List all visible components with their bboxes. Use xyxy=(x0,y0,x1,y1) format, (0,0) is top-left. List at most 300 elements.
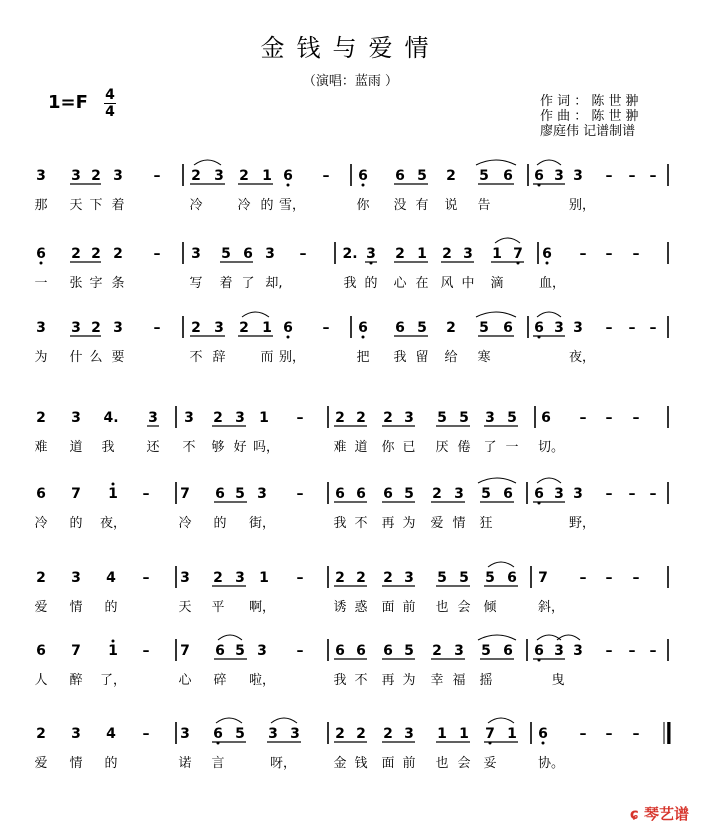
lyric: 心 xyxy=(178,673,192,688)
note: 3 xyxy=(366,246,376,262)
tie-arc xyxy=(194,160,221,165)
lyric: 已 xyxy=(402,440,416,455)
note: 5 xyxy=(417,320,427,336)
note: 3 xyxy=(554,643,564,659)
lyric: 写 xyxy=(189,276,203,291)
lyric: 冷 xyxy=(34,516,48,531)
octave-dot-high xyxy=(112,640,115,643)
lyric: 为 xyxy=(402,673,416,688)
lyric: 够 xyxy=(211,440,225,455)
note: 3 xyxy=(148,410,158,426)
lyric: 你 xyxy=(381,440,395,455)
note: 3 xyxy=(214,320,224,336)
tie-arc xyxy=(216,718,242,723)
lyric: 给 xyxy=(444,350,458,365)
octave-dot-high xyxy=(112,483,115,486)
note: 3 xyxy=(257,486,267,502)
note: 3 xyxy=(36,320,46,336)
lyric: 留 xyxy=(415,350,429,365)
note: 7 xyxy=(538,570,548,586)
note: 6 xyxy=(383,486,393,502)
note: 5 xyxy=(437,410,447,426)
note: 5 xyxy=(479,168,489,184)
lyric: 曳 xyxy=(551,673,565,688)
dash-note: – xyxy=(649,320,657,336)
note: 6 xyxy=(541,410,551,426)
lyric: 难 xyxy=(34,440,48,455)
dash-note: – xyxy=(296,486,304,502)
note: 3 xyxy=(554,486,564,502)
dash-note: – xyxy=(579,570,587,586)
lyric: 倦 xyxy=(457,440,471,455)
note: 6 xyxy=(283,168,293,184)
note: 3 xyxy=(180,570,190,586)
lyric: 一 xyxy=(34,276,48,291)
lyric: 我 xyxy=(333,516,347,531)
note: 2 xyxy=(356,410,366,426)
note: 3 xyxy=(404,410,414,426)
note: 2 xyxy=(239,320,249,336)
lyric: 会 xyxy=(457,600,471,615)
note: 1 xyxy=(459,726,469,742)
note: 3 xyxy=(235,410,245,426)
note: 2. xyxy=(342,246,358,262)
note: 3 xyxy=(71,410,81,426)
note: 6 xyxy=(36,643,46,659)
dash-note: – xyxy=(649,168,657,184)
dash-note: – xyxy=(632,726,640,742)
octave-dot-low xyxy=(287,184,290,187)
lyric: 滴 xyxy=(490,276,504,291)
note: 6 xyxy=(503,168,513,184)
lyric: 言 xyxy=(211,756,225,771)
lyric: 前 xyxy=(402,600,416,615)
tie-arc xyxy=(476,160,516,165)
note: 5 xyxy=(481,486,491,502)
lyric: 前 xyxy=(402,756,416,771)
note: 3 xyxy=(404,726,414,742)
note: 3 xyxy=(184,410,194,426)
note: 2 xyxy=(91,246,101,262)
dash-note: – xyxy=(649,643,657,659)
lyric: 爱 xyxy=(34,600,48,615)
note: 2 xyxy=(335,570,345,586)
note: 1 xyxy=(108,643,118,659)
lyric: 平 xyxy=(211,600,225,615)
lyric: 夜， xyxy=(568,350,596,365)
note: 6 xyxy=(36,246,46,262)
note: 1 xyxy=(507,726,517,742)
lyric: 冷 xyxy=(237,198,251,213)
lyric: 诱 xyxy=(333,600,347,615)
lyric: 中 xyxy=(461,276,475,291)
lyric: 面 xyxy=(381,756,395,771)
note: 6 xyxy=(243,246,253,262)
note: 4 xyxy=(106,570,116,586)
note: 6 xyxy=(215,486,225,502)
lyric: 却, xyxy=(265,276,283,291)
lyric: 下 xyxy=(89,198,103,213)
note: 3 xyxy=(463,246,473,262)
note: 1 xyxy=(262,168,272,184)
octave-dot-low xyxy=(362,184,365,187)
note: 3 xyxy=(71,570,81,586)
lyric: 把 xyxy=(356,350,370,365)
dash-note: – xyxy=(142,726,150,742)
note: 3 xyxy=(454,643,464,659)
lyric: 狂 xyxy=(479,516,493,531)
dash-note: – xyxy=(605,486,613,502)
note: 3 xyxy=(573,486,583,502)
octave-dot-low xyxy=(546,262,549,265)
note: 2 xyxy=(395,246,405,262)
dash-note: – xyxy=(153,246,161,262)
note: 6 xyxy=(538,726,548,742)
octave-dot-low xyxy=(362,336,365,339)
octave-dot-low xyxy=(542,742,545,745)
note: 2 xyxy=(91,168,101,184)
lyric: 的 xyxy=(104,756,118,771)
note: 2 xyxy=(432,643,442,659)
note: 2 xyxy=(356,726,366,742)
dash-note: – xyxy=(605,168,613,184)
lyric: 在 xyxy=(415,276,429,291)
note: 3 xyxy=(71,168,81,184)
note: 2 xyxy=(36,410,46,426)
lyric: 道 xyxy=(354,440,368,455)
dash-note: – xyxy=(322,168,330,184)
composer-credit: 作 曲 ： 陈 世 翀 xyxy=(540,109,639,124)
note: 2 xyxy=(335,410,345,426)
note: 6 xyxy=(534,643,544,659)
lyric: 为 xyxy=(402,516,416,531)
lyric: 吗， xyxy=(252,440,280,455)
lyric: 那 xyxy=(34,198,48,213)
lyric: 情 xyxy=(69,756,83,771)
lyric: 协。 xyxy=(537,756,565,771)
lyric: 我 xyxy=(393,350,407,365)
lyric: 切。 xyxy=(537,440,565,455)
note: 6 xyxy=(503,643,513,659)
note: 6 xyxy=(534,168,544,184)
note: 5 xyxy=(507,410,517,426)
lyric: 了 xyxy=(241,276,255,291)
note: 1 xyxy=(417,246,427,262)
note: 1 xyxy=(262,320,272,336)
time-numerator: 4 xyxy=(105,87,115,103)
lyric: 呀， xyxy=(269,756,297,771)
note: 2 xyxy=(442,246,452,262)
note: 3 xyxy=(36,168,46,184)
note: 2 xyxy=(446,168,456,184)
note: 3 xyxy=(573,643,583,659)
lyric: 厌 xyxy=(435,440,449,455)
note: 6 xyxy=(534,320,544,336)
note: 1 xyxy=(259,570,269,586)
note: 2 xyxy=(191,168,201,184)
note: 6 xyxy=(507,570,517,586)
lyric: 夜， xyxy=(99,516,127,531)
note: 2 xyxy=(446,320,456,336)
lyric: 别， xyxy=(568,198,596,213)
tie-arc xyxy=(537,160,561,165)
tie-arc xyxy=(488,718,514,723)
lyric: 金 xyxy=(333,756,347,771)
note: 6 xyxy=(356,486,366,502)
dash-note: – xyxy=(605,570,613,586)
dash-note: – xyxy=(628,168,636,184)
lyric: 惑 xyxy=(354,600,368,615)
note: 2 xyxy=(213,570,223,586)
note: 2 xyxy=(113,246,123,262)
lyric: 面 xyxy=(381,600,395,615)
lyric: 也 xyxy=(435,600,449,615)
lyric: 的 xyxy=(104,600,118,615)
lyricist-credit: 作 词 ： 陈 世 翀 xyxy=(540,94,639,109)
lyric: 倾 xyxy=(483,600,497,615)
lyric: 心 xyxy=(393,276,407,291)
lyric: 的 xyxy=(213,516,227,531)
note: 3 xyxy=(554,320,564,336)
note: 6 xyxy=(215,643,225,659)
note: 2 xyxy=(239,168,249,184)
note: 2 xyxy=(91,320,101,336)
lyric: 妥 xyxy=(483,756,497,771)
tie-arc xyxy=(478,635,516,640)
note: 6 xyxy=(358,168,368,184)
lyric: 天 xyxy=(69,198,83,213)
tie-arc xyxy=(242,312,269,317)
note: 2 xyxy=(36,726,46,742)
lyric: 斜， xyxy=(537,600,565,615)
dash-note: – xyxy=(628,643,636,659)
lyric: 诺 xyxy=(178,756,192,771)
dash-note: – xyxy=(605,643,613,659)
note: 2 xyxy=(383,570,393,586)
note: 6 xyxy=(335,643,345,659)
note: 7 xyxy=(485,726,495,742)
note: 5 xyxy=(479,320,489,336)
lyric: 不 xyxy=(354,673,368,688)
note: 6 xyxy=(283,320,293,336)
note: 7 xyxy=(71,643,81,659)
lyric: 有 xyxy=(415,198,429,213)
lyric: 的 xyxy=(260,198,274,213)
dash-note: – xyxy=(579,726,587,742)
lyric: 也 xyxy=(435,756,449,771)
note: 6 xyxy=(36,486,46,502)
lyric: 为 xyxy=(34,350,48,365)
lyric: 碎 xyxy=(213,673,227,688)
note: 3 xyxy=(404,570,414,586)
lyric: 幸 xyxy=(430,673,444,688)
note: 6 xyxy=(395,168,405,184)
note: 1 xyxy=(437,726,447,742)
tie-arc xyxy=(495,238,520,243)
transcriber-credit: 廖庭伟 记谱制谱 xyxy=(540,124,636,139)
lyric: 天 xyxy=(178,600,192,615)
note: 3 xyxy=(268,726,278,742)
octave-dot-low xyxy=(287,336,290,339)
note: 6 xyxy=(395,320,405,336)
logo-mark-icon: ɕ xyxy=(629,805,639,823)
dash-note: – xyxy=(632,570,640,586)
dash-note: – xyxy=(605,410,613,426)
lyric: 再 xyxy=(381,673,395,688)
note: 4. xyxy=(103,410,119,426)
lyric: 我 xyxy=(101,440,115,455)
lyric: 了 xyxy=(483,440,497,455)
time-denominator: 4 xyxy=(105,104,115,120)
dash-note: – xyxy=(153,168,161,184)
lyric: 不 xyxy=(354,516,368,531)
lyric: 条 xyxy=(111,276,125,291)
lyric: 难 xyxy=(333,440,347,455)
lyric: 野， xyxy=(568,516,596,531)
note: 3 xyxy=(573,320,583,336)
lyric: 会 xyxy=(457,756,471,771)
tie-arc xyxy=(488,562,514,567)
note: 3 xyxy=(71,726,81,742)
tie-arc xyxy=(271,718,297,723)
note: 6 xyxy=(534,486,544,502)
site-logo xyxy=(630,803,689,824)
dash-note: – xyxy=(579,246,587,262)
note: 6 xyxy=(383,643,393,659)
lyric: 啦， xyxy=(248,673,276,688)
performer-line: （演唱：蓝雨 ） xyxy=(302,74,399,89)
note: 5 xyxy=(235,486,245,502)
key-signature: 1=F xyxy=(48,92,88,113)
tie-arc xyxy=(537,478,561,483)
note: 3 xyxy=(235,570,245,586)
lyric: 道 xyxy=(69,440,83,455)
lyric: 什 xyxy=(69,350,83,365)
lyric: 辞 xyxy=(212,350,226,365)
note: 2 xyxy=(213,410,223,426)
note: 2 xyxy=(71,246,81,262)
lyric: 醉 xyxy=(69,673,83,688)
lyric: 着 xyxy=(111,198,125,213)
note: 3 xyxy=(265,246,275,262)
tie-arc xyxy=(218,635,242,640)
lyric: 字 xyxy=(89,276,103,291)
dash-note: – xyxy=(296,410,304,426)
note: 2 xyxy=(356,570,366,586)
lyric: 张 xyxy=(69,276,83,291)
octave-dot-low xyxy=(40,262,43,265)
note: 2 xyxy=(383,410,393,426)
note: 2 xyxy=(383,726,393,742)
lyric: 情 xyxy=(452,516,466,531)
note: 5 xyxy=(404,486,414,502)
note: 3 xyxy=(290,726,300,742)
note: 4 xyxy=(106,726,116,742)
note: 1 xyxy=(259,410,269,426)
dash-note: – xyxy=(632,410,640,426)
lyric: 冷 xyxy=(189,198,203,213)
lyric: 福 xyxy=(452,673,466,688)
lyric: 要 xyxy=(111,350,125,365)
note: 5 xyxy=(481,643,491,659)
note: 3 xyxy=(113,320,123,336)
lyric: 风 xyxy=(440,276,454,291)
lyric: 没 xyxy=(393,198,407,213)
lyric: 还 xyxy=(146,440,160,455)
lyric: 雪， xyxy=(278,198,306,213)
note: 5 xyxy=(417,168,427,184)
note: 3 xyxy=(71,320,81,336)
note: 6 xyxy=(503,486,513,502)
dash-note: – xyxy=(632,246,640,262)
note: 2 xyxy=(36,570,46,586)
dash-note: – xyxy=(579,410,587,426)
lyric: 寒 xyxy=(477,350,491,365)
note: 5 xyxy=(485,570,495,586)
lyric: 你 xyxy=(356,198,370,213)
note: 5 xyxy=(459,570,469,586)
lyric: 我 xyxy=(343,276,357,291)
lyric: 街， xyxy=(248,516,276,531)
tie-arc xyxy=(476,312,516,317)
lyric: 血， xyxy=(538,276,566,291)
dash-note: – xyxy=(322,320,330,336)
dash-note: – xyxy=(142,570,150,586)
lyric: 我 xyxy=(333,673,347,688)
lyric: 爱 xyxy=(430,516,444,531)
note: 3 xyxy=(113,168,123,184)
note: 3 xyxy=(214,168,224,184)
dash-note: – xyxy=(142,643,150,659)
lyric: 的 xyxy=(364,276,378,291)
song-title: 金钱与爱情 xyxy=(260,34,441,62)
note: 7 xyxy=(180,643,190,659)
note: 5 xyxy=(235,643,245,659)
lyric: 说 xyxy=(444,198,458,213)
dash-note: – xyxy=(605,246,613,262)
lyric: 不 xyxy=(189,350,203,365)
note: 6 xyxy=(335,486,345,502)
dash-note: – xyxy=(628,320,636,336)
note: 3 xyxy=(454,486,464,502)
note: 7 xyxy=(180,486,190,502)
dash-note: – xyxy=(296,643,304,659)
lyric: 情 xyxy=(69,600,83,615)
note: 1 xyxy=(492,246,502,262)
lyric: 了， xyxy=(99,673,127,688)
logo-text: 琴艺谱 xyxy=(643,805,689,823)
note: 6 xyxy=(213,726,223,742)
lyric: 冷 xyxy=(178,516,192,531)
lyric: 告 xyxy=(477,198,491,213)
note: 3 xyxy=(573,168,583,184)
note: 7 xyxy=(513,246,523,262)
note: 2 xyxy=(335,726,345,742)
lyric: 钱 xyxy=(354,756,368,771)
note: 7 xyxy=(71,486,81,502)
note: 5 xyxy=(459,410,469,426)
note: 3 xyxy=(257,643,267,659)
dash-note: – xyxy=(628,486,636,502)
lyric: 着 xyxy=(219,276,233,291)
note: 2 xyxy=(191,320,201,336)
tie-arc xyxy=(537,312,561,317)
lyric: 好 xyxy=(233,440,247,455)
dash-note: – xyxy=(605,320,613,336)
tie-arc xyxy=(478,478,516,483)
dash-note: – xyxy=(649,486,657,502)
lyric: 一 xyxy=(505,440,519,455)
